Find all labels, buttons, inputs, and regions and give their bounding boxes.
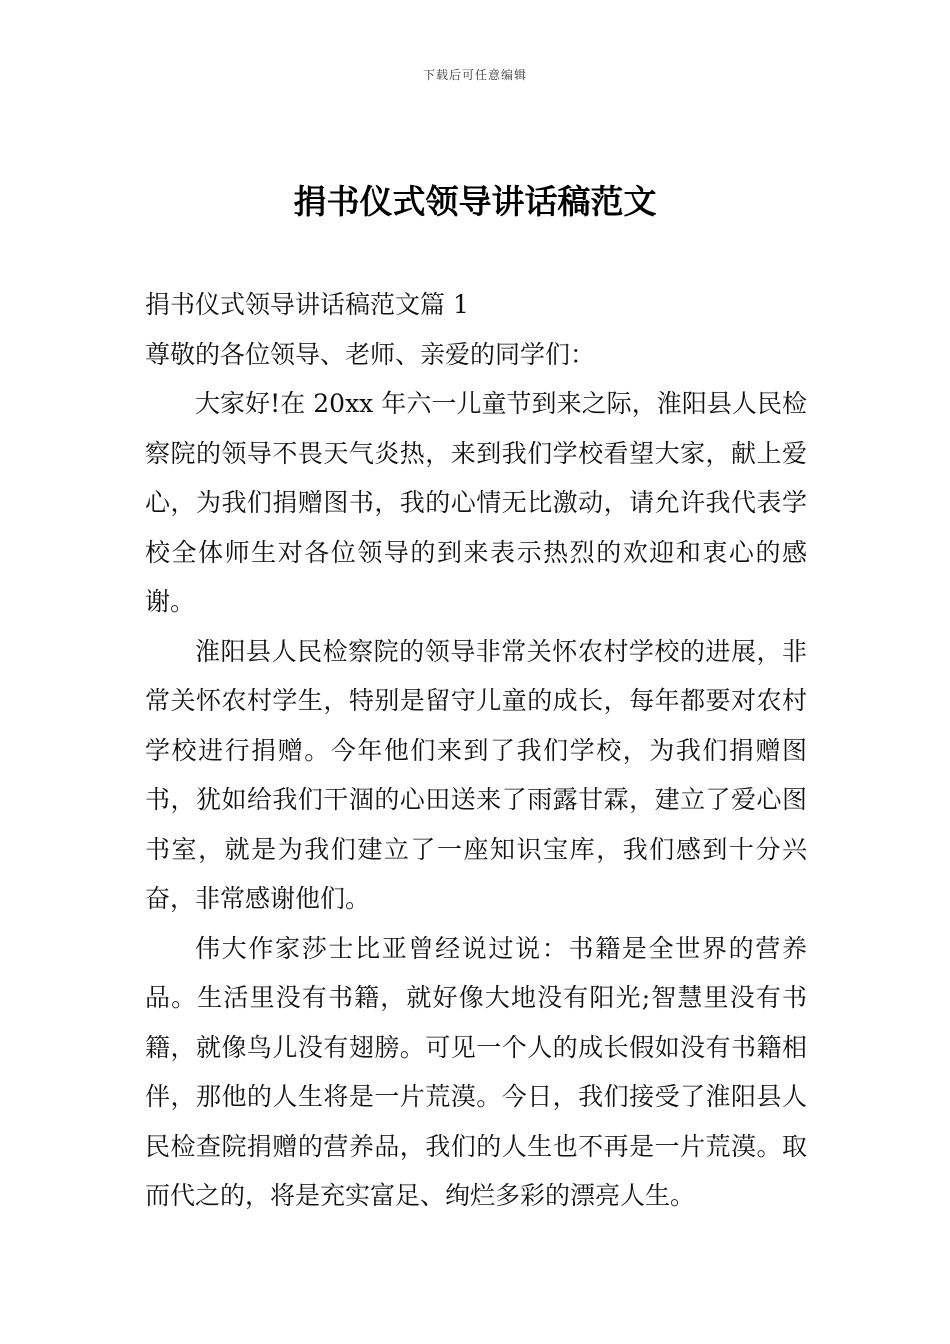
salutation: 尊敬的各位领导、老师、亲爱的同学们：	[145, 339, 596, 369]
paragraph: 淮阳县人民检察院的领导非常关怀农村学校的进展，非常关怀农村学生，特别是留守儿童的成长，每年都要对农村学校进行捐赠。今年他们来到了我们学校，为我们捐赠图书，犹如给我们干涸的心田送来了雨露甘霖，建立了爱心图书室，就是为我们建立了一座知识宝库，我们感到十分兴奋，非常感谢他们。	[145, 636, 807, 913]
document-title: 捐书仪式领导讲话稿范文	[293, 182, 657, 221]
paragraph: 大家好!在 20xx 年六一儿童节到来之际，淮阳县人民检察院的领导不畏天气炎热，来到我们学校看望大家，献上爱心，为我们捐赠图书，我的心情无比激动，请允许我代表学校全体师生对各位领导的到来表示热烈的欢迎和衷心的感谢。	[145, 389, 807, 616]
header-note: 下载后可任意编辑	[422, 68, 527, 82]
document-body	[145, 280, 807, 1221]
section-heading: 捐书仪式领导讲话稿范文篇 1	[145, 290, 469, 319]
paragraph: 伟大作家莎士比亚曾经说过说：书籍是全世界的营养品。生活里没有书籍，就好像大地没有阳光;智慧里没有书籍，就像鸟儿没有翅膀。可见一个人的成长假如没有书籍相伴，那他的人生将是一片荒漠。今日，我们接受了淮阳县人民检查院捐赠的营养品，我们的人生也不再是一片荒漠。取而代之的，将是充实富足、绚烂多彩的漂亮人生。	[145, 933, 807, 1210]
